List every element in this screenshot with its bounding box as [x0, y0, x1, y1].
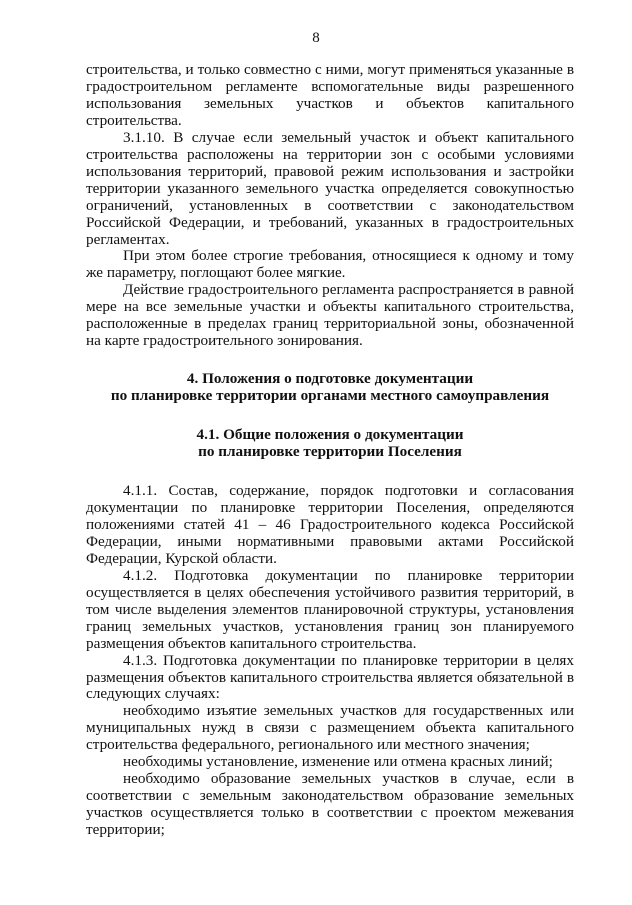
document-body — [86, 62, 574, 839]
paragraph-4-1-3: 4.1.3. Подготовка документации по планировке территории в целях размещения объектов капитального строительства является обязательной в следующих случаях: — [86, 651, 574, 703]
paragraph-regulation-scope: Действие градостроительного регламента распространяется в равной мере на все земельные участки и объекты капитального строительства, расположенные в пределах границ территориальной зоны, обозначенной на карте градостроительного зонирования. — [86, 281, 574, 350]
page-number: 8 — [312, 30, 320, 46]
paragraph-3-1-10: 3.1.10. В случае если земельный участок и объект капитального строительства расположены на территории зон с особыми условиями использования территорий, правовой режим использования и застройки территории указанного земельного участка определяется совокупностью ограничений, установленных в соответствии с законодательством Российской Федерации, и требований, указанных в градостроительных регламентах. — [86, 128, 574, 248]
paragraph-4-1-2: 4.1.2. Подготовка документации по планировке территории осуществляется в целях обеспечения устойчивого развития территорий, в том числе выделения элементов планировочной структуры, установления границ земельных участков, установления границ зон планируемого размещения объектов капитального строительства. — [86, 566, 574, 652]
section-heading-4 — [86, 371, 574, 405]
paragraph-continuation: строительства, и только совместно с ними, могут применяться указанные в градостроительном регламенте вспомогательные виды разрешенного использования земельных участков и объектов капитального строительства. — [86, 61, 574, 129]
section-heading-line-2: по планировке территории органами местного самоуправления — [110, 387, 550, 405]
list-item-land-formation: необходимо образование земельных участков в случае, если в соответствии с земельным законодательством образование земельных участков осуществляется только в соответствии с проектом межевания территории; — [86, 770, 574, 839]
section-heading-line-1: 4. Положения о подготовке документации — [186, 370, 474, 388]
subsection-heading-line-2: по планировке территории Поселения — [198, 443, 462, 461]
list-item-land-seizure: необходимо изъятие земельных участков для государственных или муниципальных нужд в связи с размещением объекта капитального строительства федерального, регионального или местного значения; — [86, 702, 574, 754]
paragraph-4-1-1: 4.1.1. Состав, содержание, порядок подготовки и согласования документации по планировке территории Поселения, определяются положениями статей 41 – 46 Градостроительного кодекса Российской Федерации, иными нормативными правовыми актами Российской Федерации, Курской области. — [86, 482, 574, 567]
list-item-red-lines: необходимы установление, изменение или отмена красных линий; — [123, 753, 553, 771]
subsection-heading-line-1: 4.1. Общие положения о документации — [196, 426, 464, 444]
paragraph-strict-requirements: При этом более строгие требования, относящиеся к одному и тому же параметру, поглощают более мягкие. — [86, 247, 574, 282]
subsection-heading-4-1 — [86, 427, 574, 461]
